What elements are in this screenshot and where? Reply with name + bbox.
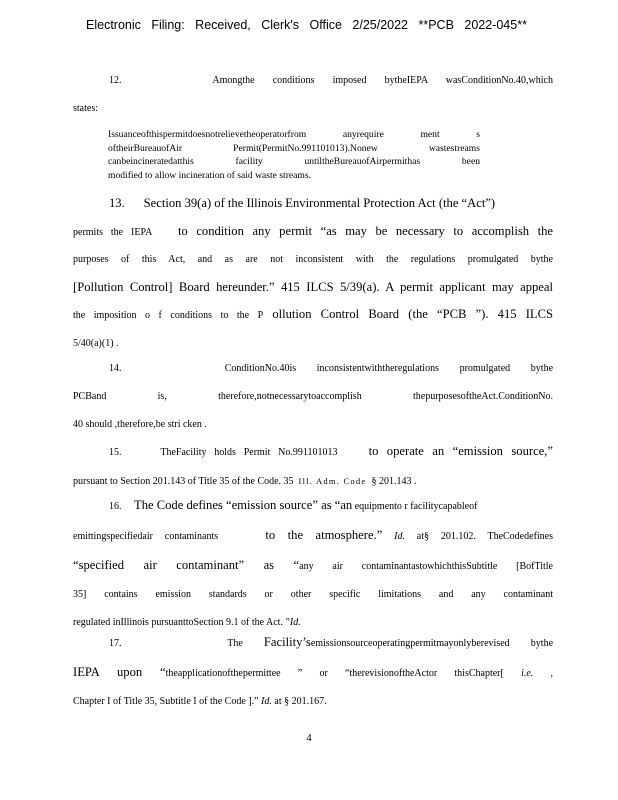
paragraph-text: purposes of this Act, and as are not inconsistent with the regulations promulgated bythe (73, 254, 553, 265)
paragraph-text: PCBand is, therefore,notnecessarytoaccomplish thepurposesoftheAct.ConditionNo. (73, 391, 553, 402)
paragraph-text: § 201.143 . (371, 476, 417, 487)
paragraph-text: IEPA upon “ (73, 665, 166, 679)
paragraph-text: 35] contains emission standards or other specific limitations and any contaminant (73, 589, 553, 600)
paragraph-text: the imposition o f conditions to the P (73, 310, 264, 321)
paragraph-text: regulated inIllinois pursuanttoSection 9.1 of the Act. ” (73, 617, 290, 628)
paragraph-text: equipmento r facilitycapableof (354, 501, 478, 512)
paragraph-text: Amongthe conditions imposed bytheIEPA wasConditionNo.40,which (212, 75, 553, 86)
paragraph-number: 12. (109, 75, 122, 86)
paragraph-text: Section 39(a) of the Illinois Environmental Protection Act (the “Act”) (143, 196, 496, 210)
paragraph-text: Facility’s (263, 635, 311, 649)
paragraph-text: Chapter I of Title 35, Subtitle I of the Code ].” (73, 696, 259, 707)
quote-line: canbeincineratedatthis facility untiltheBureauofAirpermithas been (108, 156, 480, 167)
paragraph-text: emissionsourceoperatingpermitmayonlyberevised bythe (310, 638, 554, 649)
paragraph-17 (73, 628, 553, 716)
paragraph-number: 15. (109, 447, 122, 458)
paragraph-15 (73, 437, 553, 496)
paragraph-text: ConditionNo.40is inconsistentwiththeregulations promulgated bythe (224, 363, 554, 374)
quote-line: oftheirBureauofAir Permit(PermitNo.991101013).Nonew wastestreams (108, 142, 480, 154)
paragraph-text: to operate an “emission source,” (368, 444, 553, 458)
paragraph-text: theapplicationofthepermittee ” or “therevisionoftheActor thisChapter[ (165, 668, 504, 679)
quote-line: modified to allow incineration of said waste streams. (108, 169, 312, 181)
paragraph-number: 16. (109, 501, 122, 512)
paragraph-text: states: (73, 103, 98, 114)
paragraph-text: [Pollution Control] Board hereunder.” 415 ILCS 5/39(a). A permit applicant may appeal (73, 279, 553, 294)
paragraph-text: The Code defines “emission source” as “an (134, 498, 353, 512)
paragraph-text: pursuant to Section 201.143 of Title 35 of the Code. 35 (73, 476, 294, 487)
paragraph-text: permits the IEPA (73, 226, 153, 238)
filing-header: Electronic Filing: Received, Clerk's Office 2/25/2022 **PCB 2022-045** (86, 18, 527, 32)
paragraph-text: TheFacility holds Permit No.991101013 (160, 447, 338, 458)
paragraph-16 (73, 491, 553, 637)
code-citation: Ill. Adm. Code (298, 476, 367, 486)
quote-line: Issuanceofthispermitdoesnotrelievetheoperatorfrom anyrequire ment s (108, 129, 480, 140)
paragraph-text: at § 201.167. (274, 696, 327, 707)
paragraph-number: 13. (109, 196, 125, 210)
paragraph-text: The (227, 638, 243, 649)
page-number: 4 (306, 733, 312, 744)
id-citation: Id. (394, 531, 405, 542)
paragraph-text: any air contaminantastowhichthisSubtitle [BofTitle (299, 561, 553, 572)
paragraph-text: 40 should ,therefore,be stri cken . (73, 419, 207, 430)
paragraph-text: to the atmosphere.” (265, 528, 383, 542)
paragraph-text: at§ 201.102. TheCodedefines (416, 531, 554, 542)
paragraph-text: ollution Control Board (the “PCB ”). 415 ILCS (272, 307, 553, 321)
condition-quote (108, 128, 480, 182)
paragraph-text: emittingspecifiedair contaminants (73, 531, 219, 542)
id-citation: Id. (289, 617, 301, 628)
paragraph-number: 17. (109, 638, 122, 649)
id-citation: Id. (261, 696, 272, 707)
paragraph-text: , (550, 668, 553, 679)
paragraph-12 (73, 67, 553, 123)
paragraph-13 (73, 190, 553, 357)
paragraph-14 (73, 355, 553, 439)
paragraph-text: to condition any permit “as may be necessary to accomplish the (177, 223, 554, 238)
ie-citation: i.e. (521, 668, 534, 679)
paragraph-text: “specified air contaminant” as “ (73, 558, 300, 572)
paragraph-text: 5/40(a)(1) . (73, 337, 119, 349)
paragraph-number: 14. (109, 363, 122, 374)
